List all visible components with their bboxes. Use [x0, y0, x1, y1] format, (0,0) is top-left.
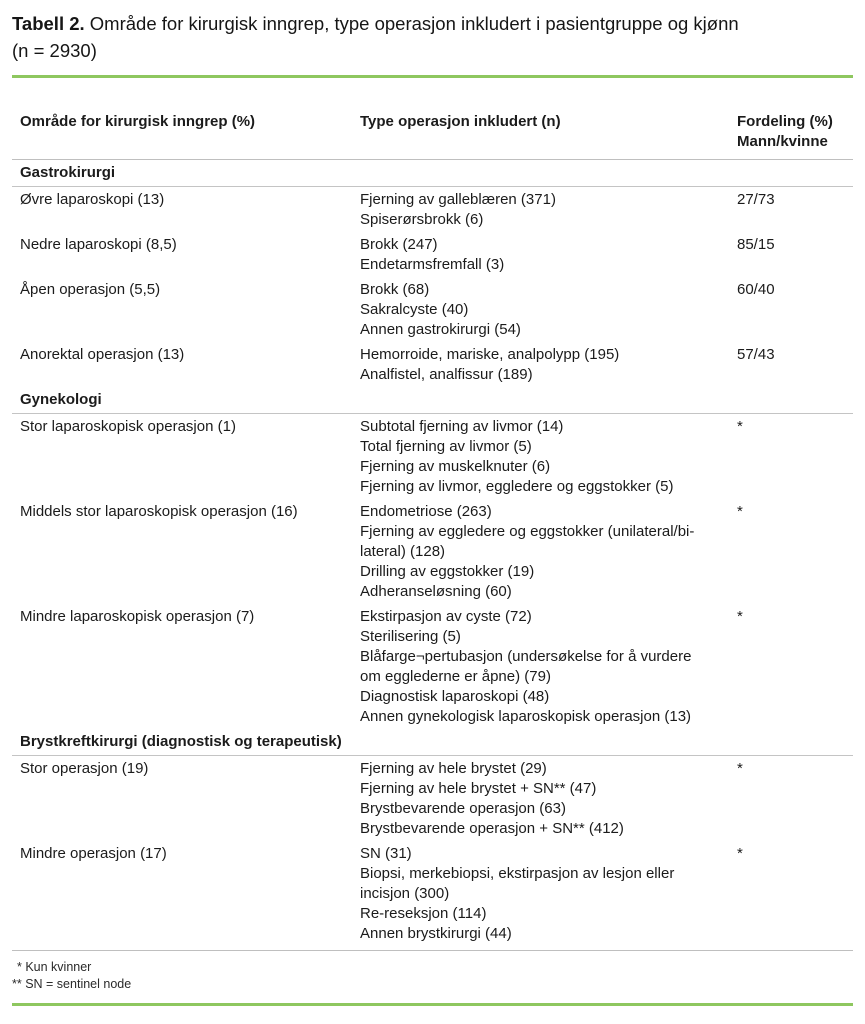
- type-line: Brystbevarende operasjon (63): [360, 800, 566, 817]
- footnote-sentinel-node: ** SN = sentinel node: [12, 977, 132, 991]
- area-cell: Åpen operasjon (5,5): [20, 281, 161, 298]
- distribution-cell: 57/43: [737, 346, 775, 363]
- types-cell: [360, 190, 737, 230]
- table-caption-n: (n = 2930): [12, 40, 97, 61]
- type-line: Fjerning av hele brystet (29): [360, 760, 547, 777]
- type-line: Annen brystkirurgi (44): [360, 925, 512, 942]
- type-line: Fjerning av eggledere og eggstokker (unilateral/bi-: [360, 523, 695, 540]
- type-line: om egglederne er åpne) (79): [360, 668, 551, 685]
- table-caption-label: Tabell 2.: [12, 13, 85, 34]
- type-line: Biopsi, merkebiopsi, ekstirpasjon av lesjon eller: [360, 865, 675, 882]
- type-line: Analfistel, analfissur (189): [360, 366, 533, 383]
- table-row: [12, 187, 853, 232]
- area-cell: Stor operasjon (19): [20, 760, 149, 777]
- type-line: Ekstirpasjon av cyste (72): [360, 608, 532, 625]
- type-line: Brokk (247): [360, 236, 438, 253]
- data-table: [12, 112, 853, 946]
- distribution-cell: *: [737, 418, 743, 435]
- table-row: [12, 232, 853, 277]
- area-cell: Nedre laparoskopi (8,5): [20, 236, 177, 253]
- table-row: [12, 499, 853, 604]
- bottom-accent-rule: [12, 1003, 853, 1006]
- area-cell: Middels stor laparoskopisk operasjon (16): [20, 503, 298, 520]
- section-header-gastrokirurgi: Gastrokirurgi: [12, 160, 853, 187]
- distribution-cell: *: [737, 760, 743, 777]
- type-line: Endetarmsfremfall (3): [360, 256, 505, 273]
- types-cell: [360, 502, 737, 602]
- section-header-gynekologi: Gynekologi: [12, 387, 853, 414]
- area-cell: Øvre laparoskopi (13): [20, 191, 165, 208]
- type-line: Annen gastrokirurgi (54): [360, 321, 521, 338]
- table-row: [12, 756, 853, 841]
- type-line: Brokk (68): [360, 281, 430, 298]
- header-distribution-column: [737, 112, 853, 152]
- area-cell: Mindre laparoskopisk operasjon (7): [20, 608, 255, 625]
- types-cell: [360, 417, 737, 497]
- type-line: Sakralcyste (40): [360, 301, 469, 318]
- type-line: Fjerning av hele brystet + SN** (47): [360, 780, 597, 797]
- area-cell: Stor laparoskopisk operasjon (1): [20, 418, 236, 435]
- type-line: Blåfarge¬pertubasjon (undersøkelse for å vurdere: [360, 648, 692, 665]
- type-line: Re-reseksjon (114): [360, 905, 487, 922]
- header-distribution-line1: Fordeling (%): [737, 113, 833, 130]
- distribution-cell: 60/40: [737, 281, 775, 298]
- types-cell: [360, 235, 737, 275]
- types-cell: [360, 345, 737, 385]
- table-row: [12, 342, 853, 387]
- type-line: Sterilisering (5): [360, 628, 461, 645]
- type-line: Hemorroide, mariske, analpolypp (195): [360, 346, 620, 363]
- table-caption-text: Område for kirurgisk inngrep, type operasjon inkludert i pasientgruppe og kjønn: [84, 13, 739, 34]
- table-footer: [12, 950, 853, 1006]
- types-cell: [360, 607, 737, 727]
- top-accent-rule: [12, 75, 853, 78]
- type-line: Subtotal fjerning av livmor (14): [360, 418, 564, 435]
- area-cell: Anorektal operasjon (13): [20, 346, 185, 363]
- types-cell: [360, 759, 737, 839]
- distribution-cell: 27/73: [737, 191, 775, 208]
- table-row: [12, 841, 853, 946]
- header-distribution-line2: Mann/kvinne: [737, 133, 828, 150]
- type-line: Spiserørsbrokk (6): [360, 211, 484, 228]
- distribution-cell: 85/15: [737, 236, 775, 253]
- type-line: lateral) (128): [360, 543, 446, 560]
- distribution-cell: *: [737, 608, 743, 625]
- distribution-cell: *: [737, 845, 743, 862]
- type-line: Brystbevarende operasjon + SN** (412): [360, 820, 624, 837]
- type-line: Fjerning av muskelknuter (6): [360, 458, 551, 475]
- type-line: Diagnostisk laparoskopi (48): [360, 688, 550, 705]
- type-line: Drilling av eggstokker (19): [360, 563, 535, 580]
- table-header-row: [12, 112, 853, 160]
- area-cell: Mindre operasjon (17): [20, 845, 167, 862]
- types-cell: [360, 844, 737, 944]
- table-caption: [12, 10, 853, 64]
- footnote-kun-kvinner: * Kun kvinner: [17, 960, 92, 974]
- type-line: Fjerning av galleblæren (371): [360, 191, 556, 208]
- footer-divider-rule: [12, 950, 853, 993]
- table-row: [12, 414, 853, 499]
- table-row: [12, 277, 853, 342]
- type-line: incisjon (300): [360, 885, 450, 902]
- type-line: Fjerning av livmor, eggledere og eggstokker (5): [360, 478, 674, 495]
- types-cell: [360, 280, 737, 340]
- header-area-column: Område for kirurgisk inngrep (%): [20, 113, 256, 130]
- distribution-cell: *: [737, 503, 743, 520]
- type-line: Annen gynekologisk laparoskopisk operasjon (13): [360, 708, 692, 725]
- type-line: SN (31): [360, 845, 412, 862]
- type-line: Endometriose (263): [360, 503, 492, 520]
- type-line: Total fjerning av livmor (5): [360, 438, 532, 455]
- table-row: [12, 604, 853, 729]
- header-type-column: Type operasjon inkludert (n): [360, 113, 561, 130]
- section-header-brystkreftkirurgi: Brystkreftkirurgi (diagnostisk og terapeutisk): [12, 729, 853, 756]
- type-line: Adheranseløsning (60): [360, 583, 512, 600]
